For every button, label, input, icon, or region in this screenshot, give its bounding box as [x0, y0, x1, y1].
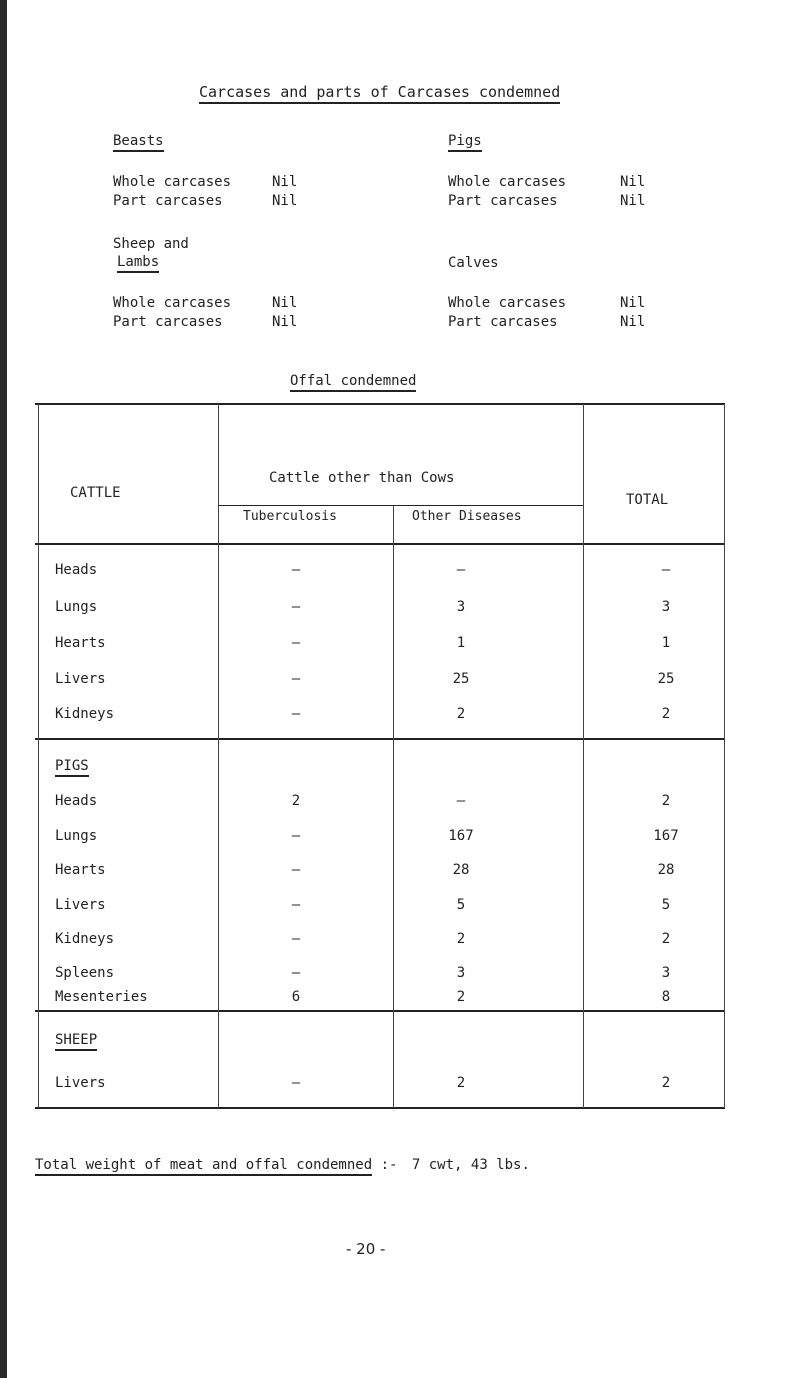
beasts-heading: Beasts [113, 133, 164, 152]
sheep-whole-label: Whole carcases [113, 295, 232, 311]
total-value: 3 [661, 965, 671, 981]
row-label: Lungs [55, 828, 98, 844]
total-weight-label: Total weight of meat and offal condemned [35, 1157, 372, 1176]
sheep-section-heading: SHEEP [55, 1032, 97, 1051]
tb-value: – [291, 1075, 301, 1091]
total-weight-separator: :- [380, 1157, 398, 1173]
total-value: 2 [661, 793, 671, 809]
total-value: 28 [657, 862, 675, 878]
col-header-total: TOTAL [626, 492, 669, 508]
other-value: 3 [456, 599, 466, 615]
sheep-part-value: Nil [272, 314, 298, 330]
beasts-part-value: Nil [272, 193, 298, 209]
tb-value: – [291, 635, 301, 651]
total-weight-value: 7 cwt, 43 lbs. [411, 1157, 530, 1173]
tb-value: – [291, 931, 301, 947]
tb-value: 2 [291, 793, 301, 809]
total-value: 25 [657, 671, 675, 687]
other-value: 2 [456, 1075, 466, 1091]
col-divider-3 [583, 404, 584, 1108]
col-header-tb: Tuberculosis [243, 509, 337, 524]
pigs-part-label: Part carcases [448, 193, 558, 209]
header-bottom-rule [35, 543, 725, 545]
pigs-whole-label: Whole carcases [448, 174, 567, 190]
offal-title: Offal condemned [290, 373, 416, 392]
other-value: 5 [456, 897, 466, 913]
row-label: Heads [55, 793, 98, 809]
beasts-whole-label: Whole carcases [113, 174, 232, 190]
other-value: 167 [448, 828, 474, 844]
pigs-part-value: Nil [620, 193, 646, 209]
row-label: Livers [55, 1075, 106, 1091]
col-header-other: Other Diseases [412, 509, 522, 524]
sheep-heading-line2: Lambs [117, 254, 159, 273]
total-value: – [661, 562, 671, 578]
tb-value: – [291, 862, 301, 878]
group-underline [218, 505, 583, 506]
total-value: 2 [661, 1075, 671, 1091]
page-number: - 20 - [346, 1240, 386, 1258]
pigs-whole-value: Nil [620, 174, 646, 190]
tb-value: – [291, 671, 301, 687]
row-label: Hearts [55, 862, 106, 878]
pigs-section-heading: PIGS [55, 758, 89, 777]
tb-value: – [291, 599, 301, 615]
row-label: Kidneys [55, 931, 115, 947]
row-label: Lungs [55, 599, 98, 615]
total-value: 2 [661, 931, 671, 947]
table-bottom-rule [35, 1107, 725, 1109]
row-label: Livers [55, 897, 106, 913]
total-value: 5 [661, 897, 671, 913]
col-divider-2 [393, 506, 394, 1108]
row-label: Hearts [55, 635, 106, 651]
tb-value: – [291, 897, 301, 913]
other-value: 28 [452, 862, 470, 878]
other-value: – [456, 562, 466, 578]
row-label: Mesenteries [55, 989, 148, 1005]
col-divider-1 [218, 404, 219, 1108]
tb-value: – [291, 562, 301, 578]
table-right-border [724, 404, 725, 1108]
calves-whole-value: Nil [620, 295, 646, 311]
other-value: 1 [456, 635, 466, 651]
tb-value: – [291, 965, 301, 981]
tb-value: 6 [291, 989, 301, 1005]
total-weight-line [35, 1157, 530, 1173]
page-title: Carcases and parts of Carcases condemned [199, 83, 560, 104]
tb-value: – [291, 828, 301, 844]
row-label: Heads [55, 562, 98, 578]
other-value: 2 [456, 931, 466, 947]
pigs-bottom-rule [35, 1010, 725, 1012]
table-top-rule [35, 403, 725, 405]
row-label: Livers [55, 671, 106, 687]
calves-part-value: Nil [620, 314, 646, 330]
calves-part-label: Part carcases [448, 314, 558, 330]
col-header-cattle: CATTLE [70, 485, 121, 501]
tb-value: – [291, 706, 301, 722]
scan-edge [0, 0, 7, 1378]
sheep-heading-line1: Sheep and [113, 236, 189, 252]
total-value: 2 [661, 706, 671, 722]
other-value: 3 [456, 965, 466, 981]
pigs-heading: Pigs [448, 133, 482, 152]
col-header-group: Cattle other than Cows [269, 470, 455, 486]
total-value: 167 [653, 828, 679, 844]
calves-whole-label: Whole carcases [448, 295, 567, 311]
total-value: 8 [661, 989, 671, 1005]
total-value: 3 [661, 599, 671, 615]
sheep-part-label: Part carcases [113, 314, 223, 330]
total-value: 1 [661, 635, 671, 651]
beasts-part-label: Part carcases [113, 193, 223, 209]
other-value: – [456, 793, 466, 809]
calves-heading: Calves [448, 255, 499, 271]
table-left-border [38, 404, 39, 1108]
sheep-whole-value: Nil [272, 295, 298, 311]
other-value: 2 [456, 706, 466, 722]
other-value: 25 [452, 671, 470, 687]
beasts-whole-value: Nil [272, 174, 298, 190]
other-value: 2 [456, 989, 466, 1005]
row-label: Spleens [55, 965, 115, 981]
row-label: Kidneys [55, 706, 115, 722]
cattle-bottom-rule [35, 738, 725, 740]
